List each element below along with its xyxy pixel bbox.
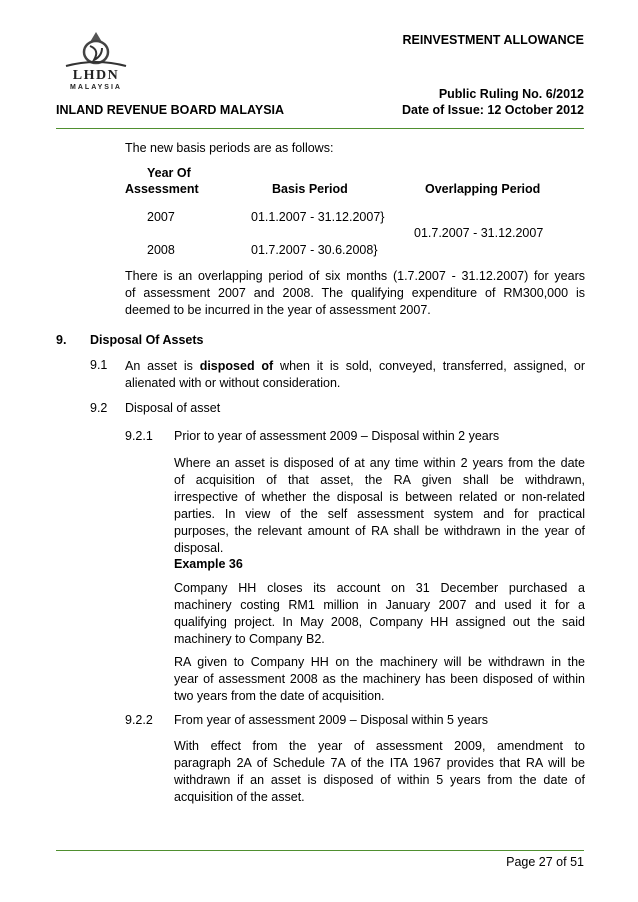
organisation-name: INLAND REVENUE BOARD MALAYSIA xyxy=(56,103,285,117)
section-9-1-number: 9.1 xyxy=(90,358,108,372)
header-overlapping-period: Overlapping Period xyxy=(425,182,541,196)
section-9-title: Disposal Of Assets xyxy=(90,333,204,347)
s922-line: With effect from the year of assessment 2009, amendment to xyxy=(174,739,585,753)
lhdn-logo xyxy=(56,30,136,92)
s921-line: of acquisition of that asset, the RA given shall be withdrawn, xyxy=(174,473,585,487)
overlap-line: deemed to be incurred in the year of assessment 2007. xyxy=(125,303,431,317)
section-9-2-1-number: 9.2.1 xyxy=(125,429,153,443)
section-9-2-1-paragraph xyxy=(174,455,585,557)
row-2008-basis: 01.7.2007 - 30.6.2008} xyxy=(251,243,378,257)
section-9-2-2-paragraph xyxy=(174,738,585,806)
intro-text: The new basis periods are as follows: xyxy=(125,141,334,155)
date-of-issue: Date of Issue: 12 October 2012 xyxy=(401,103,584,117)
logo-subtext: MALAYSIA xyxy=(70,84,122,91)
s922-line: paragraph 2A of Schedule 7A of the ITA 1967 provides that RA will be xyxy=(174,756,585,770)
ex36-line: year of assessment 2008 as the machinery has been disposed of within xyxy=(174,672,585,686)
ex36-line: two years from the date of acquisition. xyxy=(174,689,385,703)
row-2008-year: 2008 xyxy=(147,243,175,257)
row-2007-basis: 01.1.2007 - 31.12.2007} xyxy=(251,210,385,224)
s922-line: acquisition of the asset. xyxy=(174,790,305,804)
section-9-2-number: 9.2 xyxy=(90,401,108,415)
section-9-1-line xyxy=(125,358,585,375)
overlap-value: 01.7.2007 - 31.12.2007 xyxy=(414,226,544,240)
ex36-line: RA given to Company HH on the machinery will be withdrawn in the xyxy=(174,655,585,669)
row-2007-year: 2007 xyxy=(147,210,175,224)
example-36-title: Example 36 xyxy=(174,557,243,571)
ex36-line: Company HH closes its account on 31 December purchased a xyxy=(174,581,585,595)
s921-line: disposal. xyxy=(174,541,224,555)
example-36-paragraph-1 xyxy=(174,580,585,648)
ex36-line: machinery to Company B2. xyxy=(174,632,325,646)
header-basis-period: Basis Period xyxy=(272,182,348,196)
section-9-number: 9. xyxy=(56,333,67,347)
s91-post: when it is sold, conveyed, transferred, assigned, or xyxy=(273,359,585,373)
ex36-line: qualifying project. In May 2008, Company HH assigned out the said xyxy=(174,615,585,629)
ruling-number: Public Ruling No. 6/2012 xyxy=(438,87,584,101)
section-9-1-line: alienated with or without consideration. xyxy=(125,376,341,390)
page-number: Page 27 of 51 xyxy=(506,855,584,869)
footer-divider xyxy=(56,850,584,851)
ex36-line: machinery costing RM1 million in January 2007 and used it for a xyxy=(174,598,585,612)
s91-bold-term: disposed of xyxy=(199,359,274,373)
overlap-line: There is an overlapping period of six months (1.7.2007 - 31.12.2007) for years xyxy=(125,269,585,283)
s922-line: withdrawn if an asset is disposed of within 5 years from the date of xyxy=(174,773,585,787)
section-9-2-1-title: Prior to year of assessment 2009 – Disposal within 2 years xyxy=(174,429,500,443)
s921-line: purposes, the relevant amount of RA shall be withdrawn in the year of xyxy=(174,524,585,538)
header-assessment: Assessment xyxy=(125,182,199,196)
ruling-title: REINVESTMENT ALLOWANCE xyxy=(402,33,584,47)
logo-text: LHDN xyxy=(72,68,120,83)
overlap-paragraph xyxy=(125,268,585,319)
section-9-2-2-number: 9.2.2 xyxy=(125,713,153,727)
section-9-2-title: Disposal of asset xyxy=(125,401,221,415)
lhdn-logo-graphic xyxy=(56,30,136,92)
overlap-line: of assessment 2007 and 2008. The qualifying expenditure of RM300,000 is xyxy=(125,286,585,300)
s921-line: Where an asset is disposed of at any time within 2 years from the date xyxy=(174,456,585,470)
header-divider xyxy=(56,128,584,129)
section-9-2-2-title: From year of assessment 2009 – Disposal within 5 years xyxy=(174,713,489,727)
section-9-1-paragraph xyxy=(125,358,585,392)
example-36-paragraph-2 xyxy=(174,654,585,705)
s921-line: irrespective of whether the disposal is between related or non-related xyxy=(174,490,585,504)
header-year-of: Year Of xyxy=(147,166,191,180)
s91-pre: An asset is xyxy=(125,359,200,373)
s921-line: parties. In view of the self assessment system and for practical xyxy=(174,507,585,521)
